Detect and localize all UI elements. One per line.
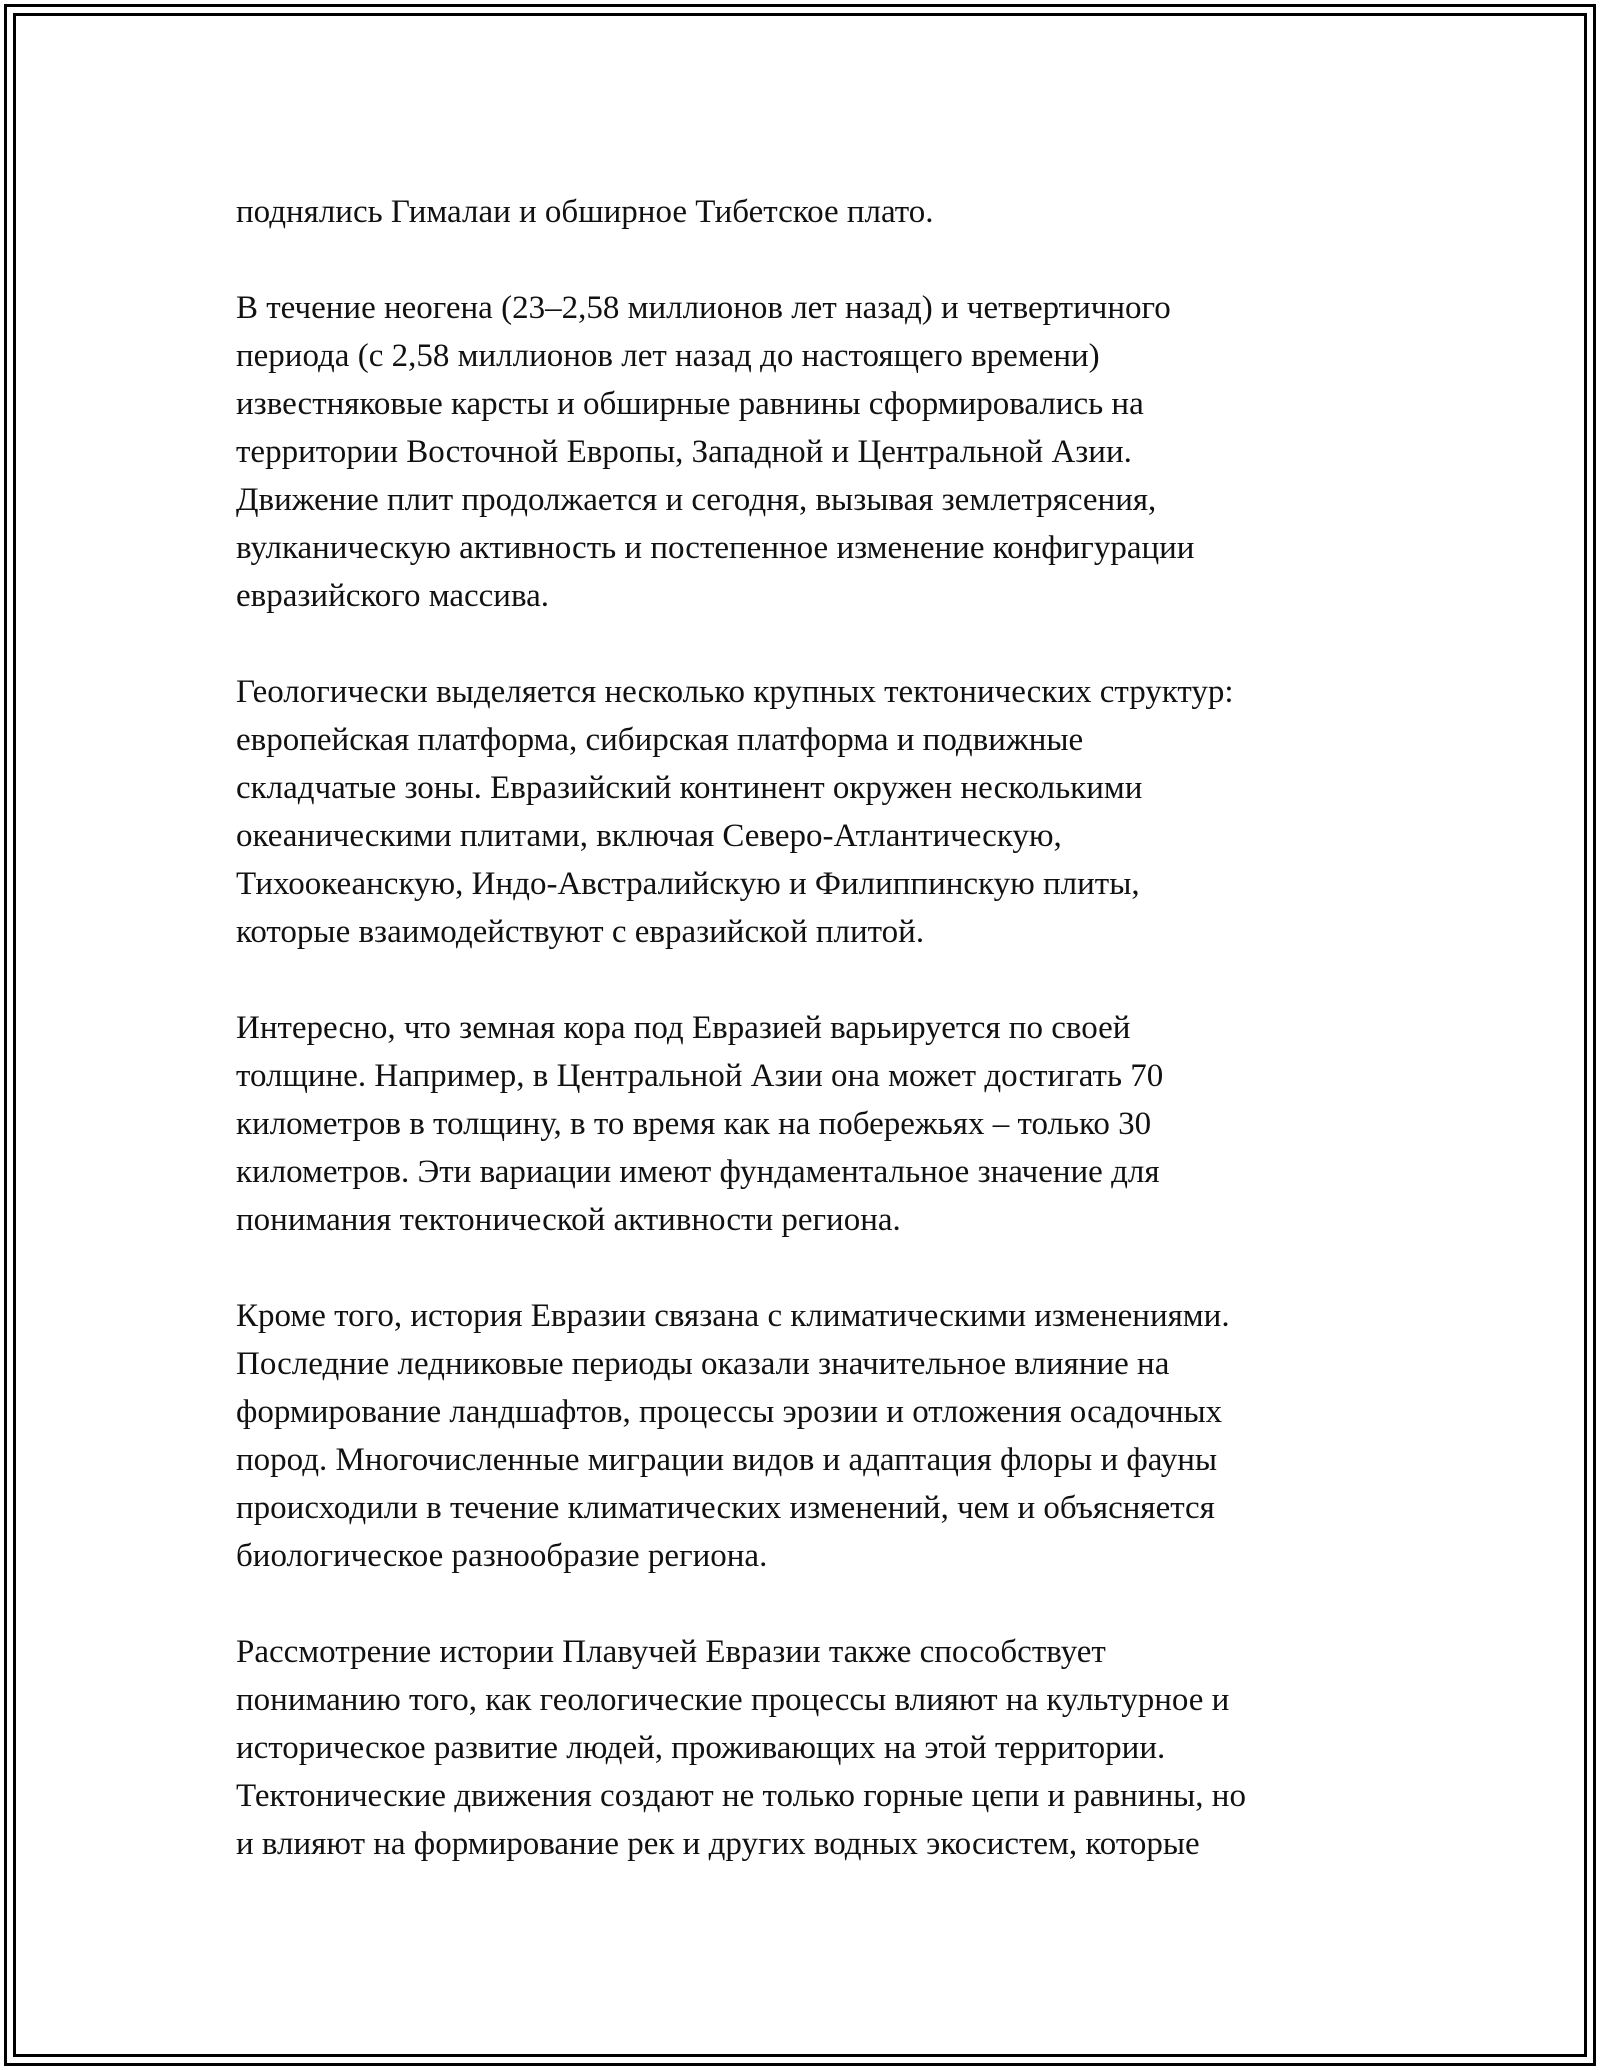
paragraph-1: поднялись Гималаи и обширное Тибетское плато. xyxy=(236,194,934,230)
paragraph-2: В течение неогена (23–2,58 миллионов лет назад) и четвертичного периода (с 2,58 миллионов лет назад до настоящего времени) известняковые карсты и обширные равнины сформировались на территории Восточной Европы, Западной и Центральной Азии. Движение плит продолжается и сегодня, вызывая землетрясения, вулканическую активность и постепенное изменение конфигурации евразийского массива. xyxy=(236,290,1195,614)
document-body xyxy=(236,188,1376,1868)
paragraph-4: Интересно, что земная кора под Евразией варьируется по своей толщине. Например, в Центральной Азии она может достигать 70 километров в толщину, в то время как на побережьях – только 30 километров. Эти вариации имеют фундаментальное значение для понимания тектонической активности региона. xyxy=(236,1010,1164,1238)
paragraph-6: Рассмотрение истории Плавучей Евразии также способствует пониманию того, как геологические процессы влияют на культурное и историческое развитие людей, проживающих на этой территории. Тектонические движения создают не только горные цепи и равнины, но и влияют на формирование рек и других водных экосистем, которые xyxy=(236,1634,1246,1862)
paragraph-5: Кроме того, история Евразии связана с климатическими изменениями. Последние ледниковые периоды оказали значительное влияние на формирование ландшафтов, процессы эрозии и отложения осадочных пород. Многочисленные миграции видов и адаптация флоры и фауны происходили в течение климатических изменений, чем и объясняется биологическое разнообразие региона. xyxy=(236,1298,1230,1574)
paragraph-3: Геологически выделяется несколько крупных тектонических структур: европейская платформа, сибирская платформа и подвижные складчатые зоны. Евразийский континент окружен несколькими океаническими плитами, включая Северо-Атлантическую, Тихоокеанскую, Индо-Австралийскую и Филиппинскую плиты, которые взаимодействуют с евразийской плитой. xyxy=(236,674,1234,950)
